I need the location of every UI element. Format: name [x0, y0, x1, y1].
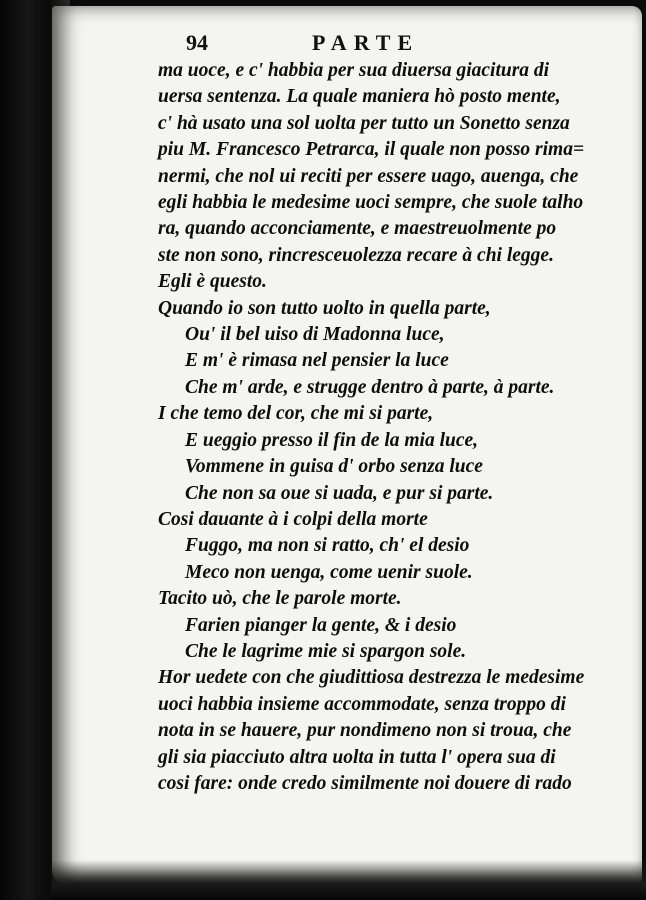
sonnet [158, 296, 586, 666]
verse-line: Farien pianger la gente, & i desio [185, 614, 457, 636]
prose-line: uoci habbia insieme accommodate, senza troppo di [158, 693, 566, 715]
page-bottom-shadow [52, 860, 646, 900]
verse-line: Fuggo, ma non si ratto, ch' el desio [185, 535, 470, 557]
verse-line: Cosi dauante à i colpi della morte [158, 508, 428, 530]
verse-line: Quando io son tutto uolto in quella parte, [158, 297, 491, 319]
running-head: PARTE [312, 30, 420, 55]
page-number: 94 [186, 30, 208, 55]
verse-line: E ueggio presso il fin de la mia luce, [185, 429, 479, 451]
prose-line: egli habbia le medesime uoci sempre, che suole talho [158, 192, 584, 214]
verse-line: Che le lagrime mie si spargon sole. [185, 640, 467, 662]
prose-line: gli sia piacciuto altra uolta in tutta l' opera sua di [158, 746, 556, 768]
prose-paragraph-top [158, 58, 586, 296]
prose-line: uersa sentenza. La quale maniera hò posto mente, [158, 86, 561, 108]
prose-line: nota in se hauere, pur nondimeno non si troua, che [158, 720, 572, 742]
page-text-block [158, 58, 586, 797]
prose-line: c' hà usato una sol uolta per tutto un Sonetto senza [158, 112, 570, 134]
verse-line: Ou' il bel uiso di Madonna luce, [185, 324, 445, 346]
prose-line: ste non sono, rincresceuolezza recare à chi legge. [158, 244, 554, 266]
verse-line: Tacito uò, che le parole morte. [158, 588, 402, 610]
verse-line: I che temo del cor, che mi si parte, [158, 403, 434, 425]
verse-line: Meco non uenga, come uenir suole. [185, 561, 473, 583]
prose-line: cosi fare: onde credo similmente noi douere di rado [158, 772, 572, 794]
prose-paragraph-bottom [158, 665, 586, 797]
prose-line: Hor uedete con che giudittiosa destrezza le medesime [158, 667, 585, 689]
prose-line: ra, quando acconciamente, e maestreuolmente po [158, 218, 557, 240]
verse-line: Che m' arde, e strugge dentro à parte, à parte. [185, 376, 555, 398]
prose-line: nermi, che nol ui reciti per essere uago, auenga, che [158, 165, 579, 187]
prose-line: piu M. Francesco Petrarca, il quale non posso rima= [158, 139, 585, 161]
verse-line: E m' è rimasa nel pensier la luce [185, 350, 449, 372]
verse-line: Vommene in guisa d' orbo senza luce [185, 456, 483, 478]
prose-line: ma uoce, e c' habbia per sua diuersa giacitura di [158, 60, 550, 81]
verse-line: Che non sa oue si uada, e pur si parte. [185, 482, 494, 504]
prose-line: Egli è questo. [158, 271, 267, 293]
page-header [186, 30, 446, 58]
